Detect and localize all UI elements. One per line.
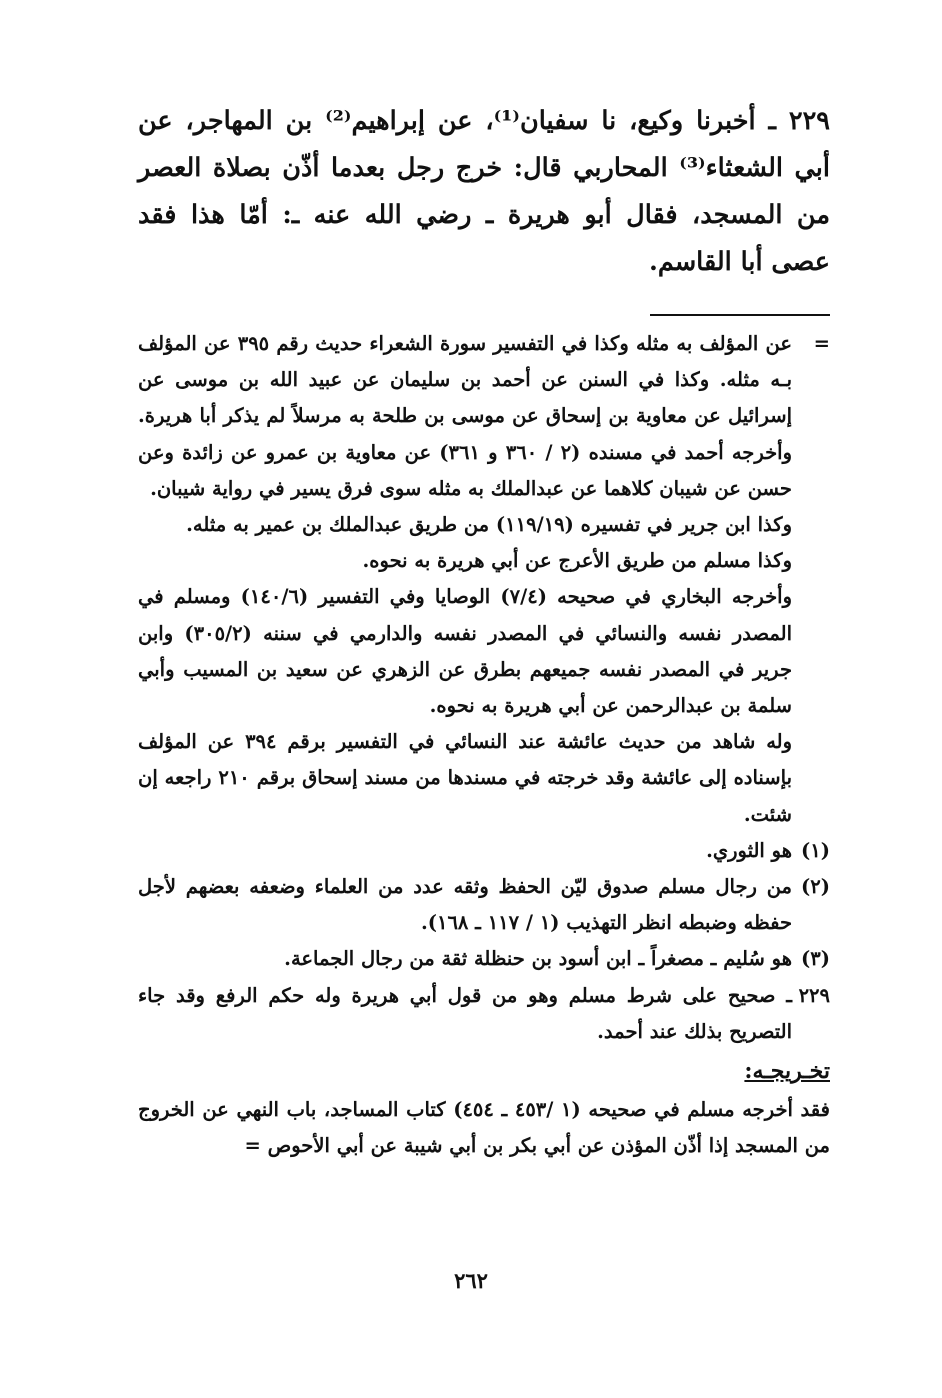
hadith-text xyxy=(138,98,830,286)
footnote-text: هو سُليم ـ مصغراً ـ ابن أسود بن حنظلة ثقة من رجال الجماعة. xyxy=(284,947,792,971)
footnote-1 xyxy=(138,833,830,869)
footnote-text: من رجال مسلم صدوق ليّن الحفظ وثقه عدد من العلماء وضعفه بعضهم لأجل حفظه وضبطه انظر التهذيب (١ / ١١٧ ـ ١٦٨). xyxy=(138,875,792,935)
continuation-mark: = xyxy=(813,332,830,355)
takhrij-text: فقد أخرجه مسلم في صحيحه (١ /٤٥٣ ـ ٤٥٤) كتاب المساجد، باب النهي عن الخروج من المسجد إذا أذّن المؤذن عن أبي بكر بن أبي شيبة عن أبي الأحوص = xyxy=(138,1098,830,1158)
continuation-paragraph: عن المؤلف به مثله وكذا في التفسير سورة الشعراء حديث رقم ٣٩٥ عن المؤلف بـه مثله. وكذا في السنن عن أحمد بن سليمان عن عبيد الله بن موسى عن إسرائيل عن معاوية بن إسحاق عن موسى بن طلحة به مرسلاً لم يذكر أبا هريرة. وأخرجه أحمد في مسنده (٢ / ٣٦٠ و ٣٦١) عن معاوية بن عمرو عن زائدة وعن حسن عن شيبان كلاهما عن عبدالملك به مثله سوى فرق يسير في رواية شيبان. xyxy=(138,332,793,500)
takhrij-heading: تخـريجـه: xyxy=(744,1058,830,1085)
continuation-paragraph: وأخرجه البخاري في صحيحه (٧/٤) الوصايا وفي التفسير (١٤٠/٦) ومسلم في المصدر نفسه والنسائي في المصدر نفسه والدارمي في سننه (٣٠٥/٢) وابن جرير في المصدر نفسه جميعهم بطرق عن الزهري عن سعيد بن المسيب وأبي سلمة بن عبدالرحمن عن أبي هريرة به نحوه. xyxy=(138,585,793,718)
footnote-number: (١) xyxy=(801,838,830,862)
grading-number: ٢٢٩ xyxy=(798,983,830,1007)
footnote-number: (٢) xyxy=(801,875,830,899)
footnote-3 xyxy=(138,941,830,977)
grading-text: ـ صحيح على شرط مسلم وهو من قول أبي هريرة وله حكم الرفع وقد جاء التصريح بذلك عند أحمد. xyxy=(138,983,792,1043)
page-number: ٢٦٢ xyxy=(454,1268,488,1293)
footnote-2 xyxy=(138,869,830,941)
footnotes-section xyxy=(138,326,830,1164)
footnote-number: (٣) xyxy=(801,947,830,971)
continuation-paragraph: وكذا مسلم من طريق الأعرج عن أبي هريرة به نحوه. xyxy=(362,549,792,573)
continuation-body xyxy=(138,326,792,833)
footnote-continuation xyxy=(138,326,830,833)
footnote-text: هو الثوري. xyxy=(706,838,792,862)
hadith-body: ـ أخبرنا وكيع، نا سفيان⁽¹⁾، عن إبراهيم⁽²⁾ بن المهاجر، عن أبي الشعثاء⁽³⁾ المحاربي قال: خرج رجل بعدما أذّن بصلاة العصر من المسجد، فقال أبو هريرة ـ رضي الله عنه ـ: أمّا هذا فقد عصى أبا القاسم. xyxy=(138,106,830,277)
continuation-paragraph: وكذا ابن جرير في تفسيره (١١٩/١٩) من طريق عبدالملك بن عمير به مثله. xyxy=(186,513,792,537)
continuation-paragraph: وله شاهد من حديث عائشة عند النسائي في التفسير برقم ٣٩٤ عن المؤلف بإسناده إلى عائشة وقد خرجته في مسندها من مسند إسحاق برقم ٢١٠ راجعه إن شئت. xyxy=(138,730,793,826)
hadith-grading-note xyxy=(138,978,830,1050)
hadith-number: ٢٢٩ xyxy=(788,106,830,136)
footnote-divider xyxy=(650,314,830,316)
